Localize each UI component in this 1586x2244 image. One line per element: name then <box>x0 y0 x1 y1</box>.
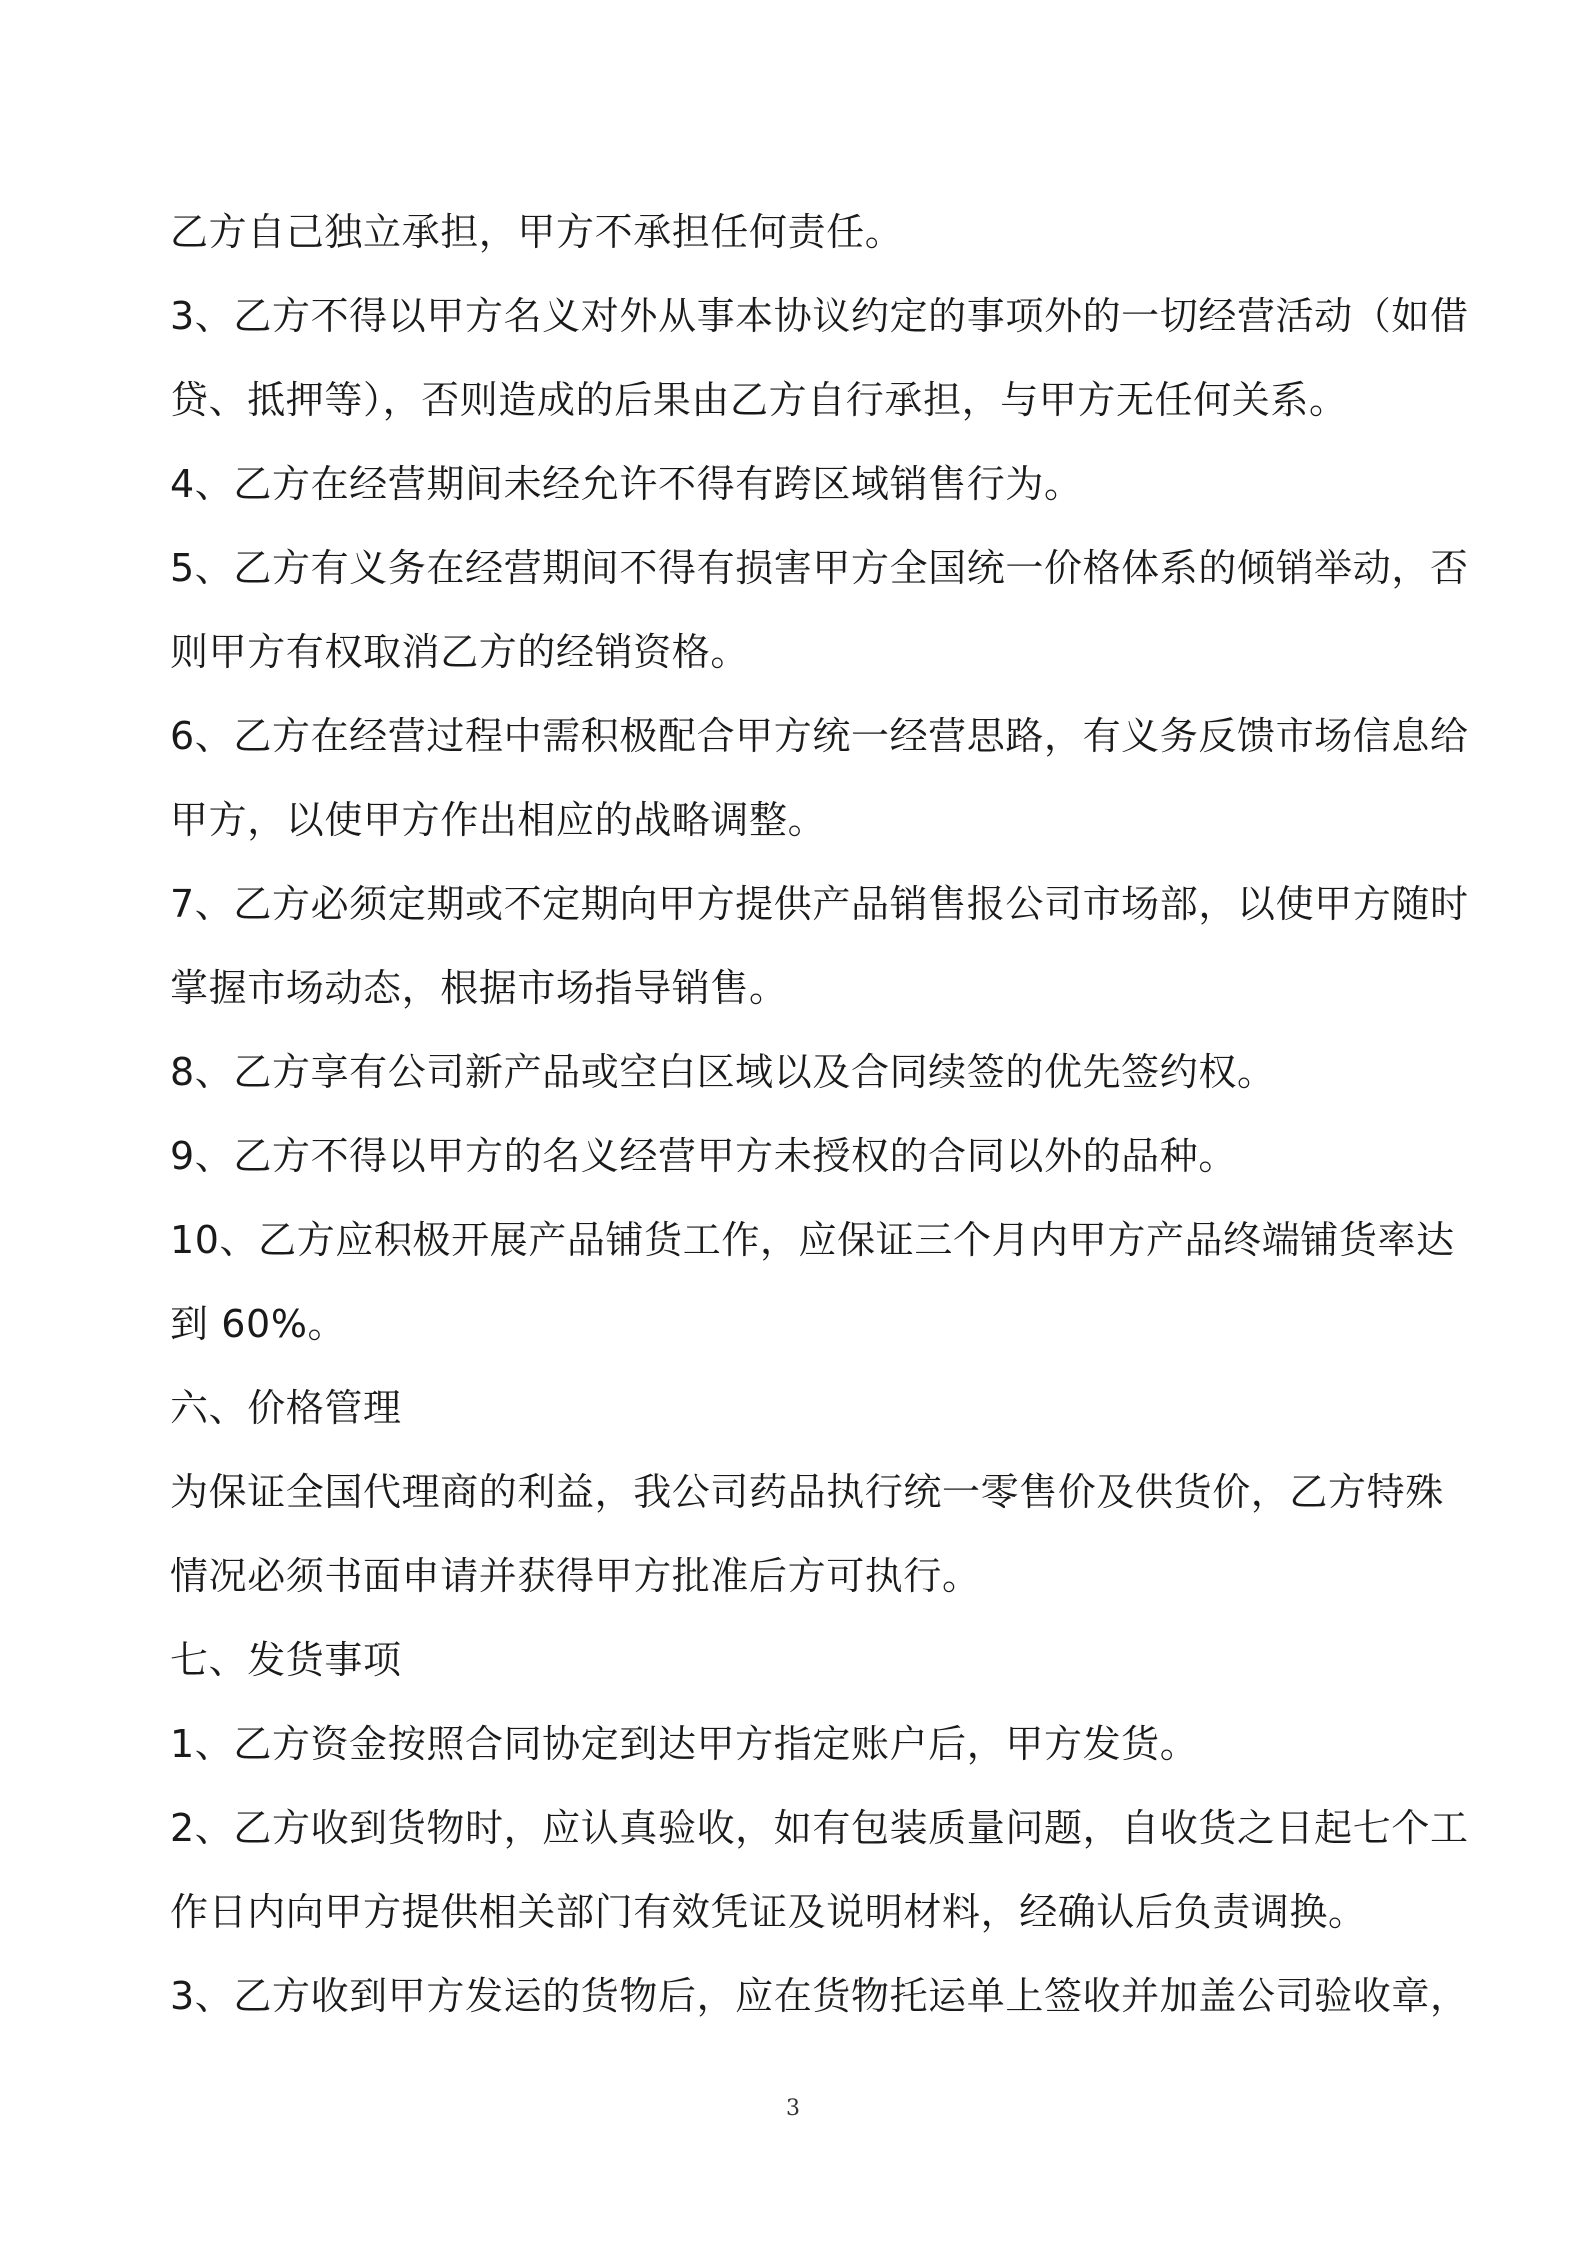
section-heading-shipping: 七、发货事项 <box>170 1638 402 1682</box>
shipping-clause-1-line: 1、乙方资金按照合同协定到达甲方指定账户后，甲方发货。 <box>170 1722 1199 1766</box>
clause-4-line: 4、乙方在经营期间未经允许不得有跨区域销售行为。 <box>170 462 1083 506</box>
page-number: 3 <box>786 2096 800 2121</box>
clause-6-line-2: 甲方，以使甲方作出相应的战略调整。 <box>170 798 827 842</box>
shipping-clause-2-line-1: 2、乙方收到货物时，应认真验收，如有包装质量问题，自收货之日起七个工 <box>170 1806 1469 1850</box>
clause-5-line-2: 则甲方有权取消乙方的经销资格。 <box>170 630 750 674</box>
price-paragraph-line-2: 情况必须书面申请并获得甲方批准后方可执行。 <box>170 1554 981 1598</box>
shipping-clause-3-line-1: 3、乙方收到甲方发运的货物后，应在货物托运单上签收并加盖公司验收章， <box>170 1974 1469 2018</box>
price-paragraph-line-1: 为保证全国代理商的利益，我公司药品执行统一零售价及供货价，乙方特殊 <box>170 1470 1444 1514</box>
clause-5-line-1: 5、乙方有义务在经营期间不得有损害甲方全国统一价格体系的倾销举动，否 <box>170 546 1469 590</box>
text-line: 乙方自己独立承担，甲方不承担任何责任。 <box>170 210 904 254</box>
clause-10-line-1: 10、乙方应积极开展产品铺货工作，应保证三个月内甲方产品终端铺货率达 <box>170 1218 1455 1262</box>
shipping-clause-2-line-2: 作日内向甲方提供相关部门有效凭证及说明材料，经确认后负责调换。 <box>170 1890 1367 1934</box>
clause-3-line-2: 贷、抵押等），否则造成的后果由乙方自行承担，与甲方无任何关系。 <box>170 378 1348 422</box>
clause-8-line: 8、乙方享有公司新产品或空白区域以及合同续签的优先签约权。 <box>170 1050 1276 1094</box>
document-body <box>170 190 1469 2038</box>
clause-7-line-1: 7、乙方必须定期或不定期向甲方提供产品销售报公司市场部，以使甲方随时 <box>170 882 1469 926</box>
clause-9-line: 9、乙方不得以甲方的名义经营甲方未授权的合同以外的品种。 <box>170 1134 1237 1178</box>
clause-7-line-2: 掌握市场动态，根据市场指导销售。 <box>170 966 788 1010</box>
clause-10-line-2: 到 60%。 <box>170 1302 347 1346</box>
clause-6-line-1: 6、乙方在经营过程中需积极配合甲方统一经营思路，有义务反馈市场信息给 <box>170 714 1469 758</box>
clause-3-line-1: 3、乙方不得以甲方名义对外从事本协议约定的事项外的一切经营活动（如借 <box>170 294 1469 338</box>
section-heading-price: 六、价格管理 <box>170 1386 402 1430</box>
